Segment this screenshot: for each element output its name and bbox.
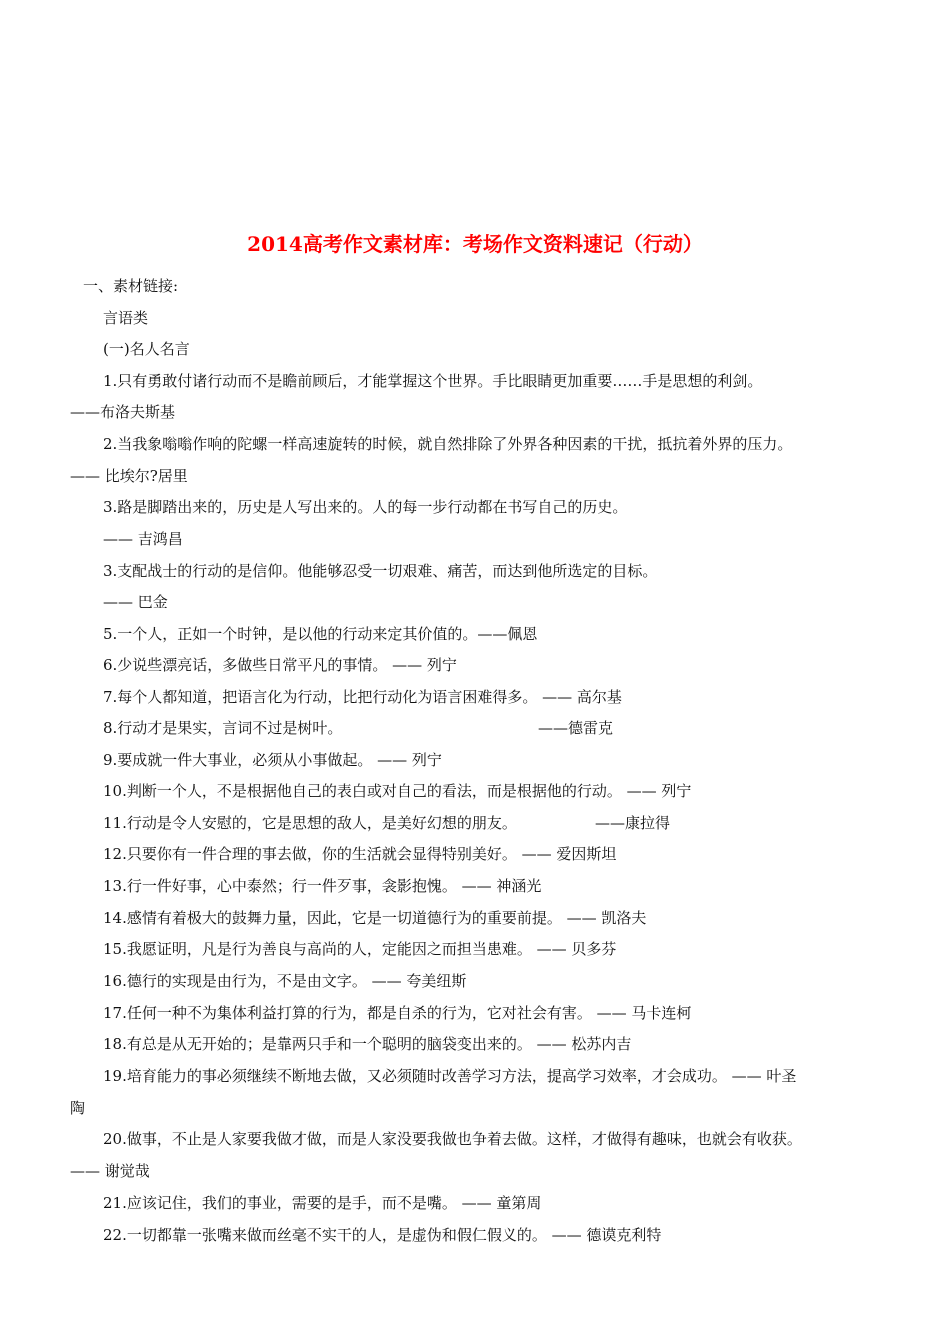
quote-line: 15.我愿证明，凡是行为善良与高尚的人，定能因之而担当患难。 —— 贝多芬 (103, 940, 617, 958)
quote-attribution: ——康拉得 (595, 814, 671, 832)
quote-attribution: —— 谢觉哉 (70, 1162, 150, 1180)
quote-attribution: ——布洛夫斯基 (70, 403, 176, 421)
quote-line: 9.要成就一件大事业，必须从小事做起。 —— 列宁 (103, 751, 442, 769)
quote-attribution: —— 比埃尔?居里 (70, 467, 188, 485)
quote-attribution: —— 巴金 (103, 593, 168, 611)
quote-line: 8.行动才是果实，言词不过是树叶。 (103, 719, 343, 737)
quote-line: 3.支配战士的行动的是信仰。他能够忍受一切艰难、痛苦，而达到他所选定的目标。 (103, 562, 658, 580)
quote-line: 5.一个人，正如一个时钟，是以他的行动来定其价值的。——佩恩 (103, 625, 538, 643)
quote-line: 6.少说些漂亮话，多做些日常平凡的事情。 —— 列宁 (103, 656, 457, 674)
quote-line: 10.判断一个人，不是根据他自己的表白或对自己的看法，而是根据他的行动。 —— 列宁 (103, 782, 692, 800)
quote-attribution: 陶 (70, 1099, 86, 1117)
quote-line: 11.行动是令人安慰的，它是思想的敌人，是美好幻想的朋友。 (103, 814, 517, 832)
quote-line: 3.路是脚踏出来的，历史是人写出来的。人的每一步行动都在书写自己的历史。 (103, 498, 628, 516)
quote-line: 21.应该记住，我们的事业，需要的是手，而不是嘴。 —— 童第周 (103, 1194, 542, 1212)
page-title: 2014高考作文素材库：考场作文资料速记（行动） (247, 232, 703, 256)
quote-line: 14.感情有着极大的鼓舞力量，因此，它是一切道德行为的重要前提。 —— 凯洛夫 (103, 909, 647, 927)
quote-line: 7.每个人都知道，把语言化为行动，比把行动化为语言困难得多。 —— 高尔基 (103, 688, 622, 706)
quote-line: 20.做事，不止是人家要我做才做，而是人家没要我做也争着去做。这样，才做得有趣味，也就会有收获。 (103, 1130, 802, 1148)
quote-line: 22.一切都靠一张嘴来做而丝毫不实干的人，是虚伪和假仁假义的。 —— 德谟克利特 (103, 1226, 662, 1244)
quote-line: 18.有总是从无开始的；是靠两只手和一个聪明的脑袋变出来的。 —— 松苏内吉 (103, 1035, 632, 1053)
quote-line: 12.只要你有一件合理的事去做，你的生活就会显得特别美好。 —— 爱因斯坦 (103, 845, 617, 863)
quote-attribution: ——德雷克 (538, 719, 614, 737)
section-heading: 一、素材链接: (83, 277, 179, 295)
quote-line: 19.培育能力的事必须继续不断地去做，又必须随时改善学习方法，提高学习效率，才会成功。 —— 叶圣 (103, 1067, 797, 1085)
quote-line: 1.只有勇敢付诸行动而不是瞻前顾后，才能掌握这个世界。手比眼睛更加重要……手是思想的利剑。 (103, 372, 763, 390)
quote-line: 17.任何一种不为集体利益打算的行为，都是自杀的行为，它对社会有害。 —— 马卡连柯 (103, 1004, 692, 1022)
quote-line: 2.当我象嗡嗡作响的陀螺一样高速旋转的时候，就自然排除了外界各种因素的干扰，抵抗着外界的压力。 (103, 435, 793, 453)
quote-attribution: —— 吉鸿昌 (103, 530, 183, 548)
category-label: 言语类 (103, 309, 149, 327)
subsection-heading: (一)名人名言 (103, 340, 190, 358)
quote-line: 13.行一件好事，心中泰然；行一件歹事，衾影抱愧。 —— 神涵光 (103, 877, 542, 895)
quote-line: 16.德行的实现是由行为，不是由文字。 —— 夸美纽斯 (103, 972, 467, 990)
